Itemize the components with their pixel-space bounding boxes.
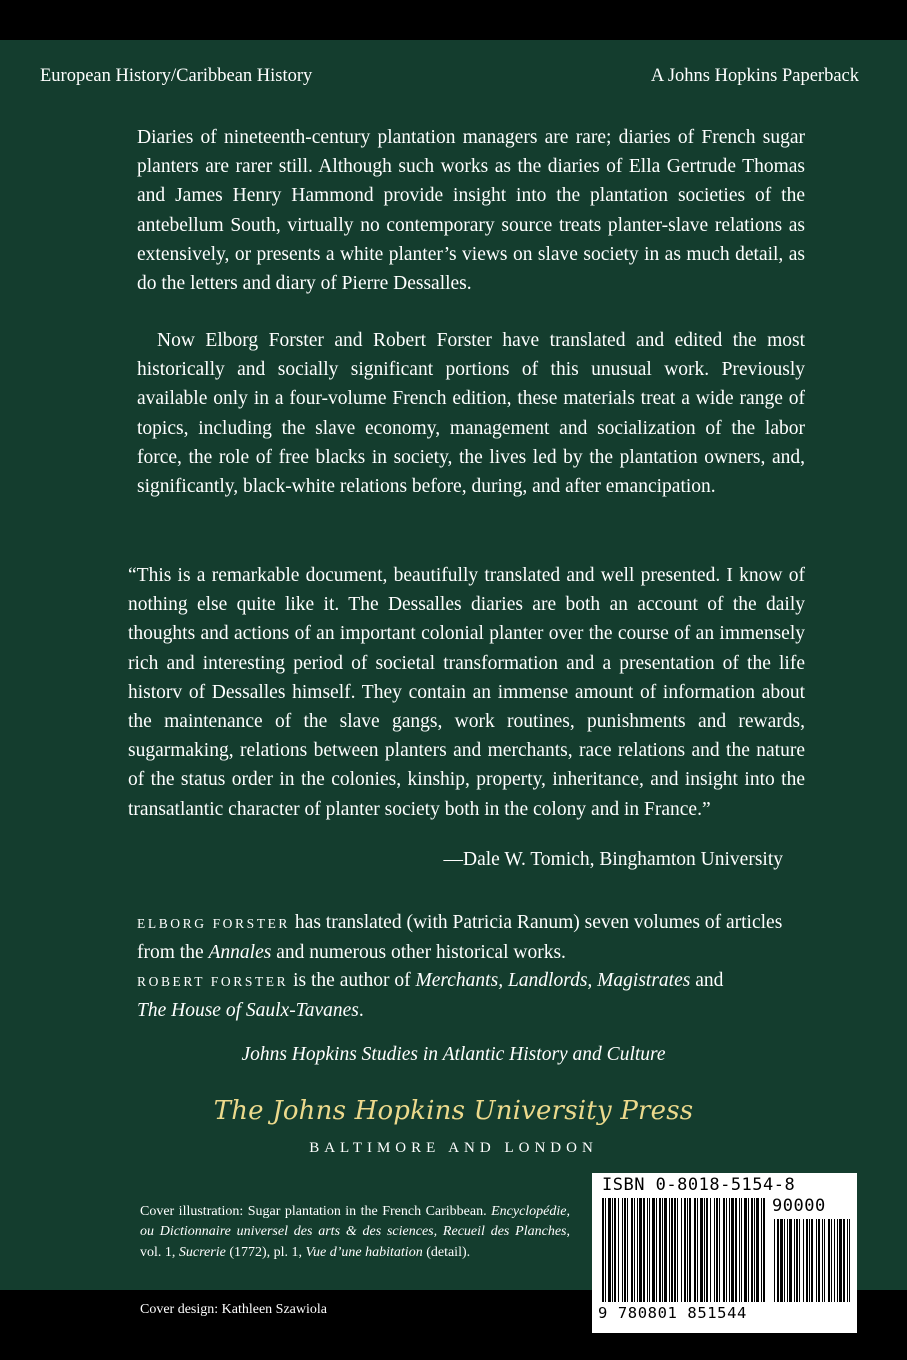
price-bar xyxy=(777,1219,779,1302)
price-bar xyxy=(843,1219,845,1302)
barcode-bar xyxy=(602,1198,604,1302)
credit-text-a: Cover illustration: Sugar plantation in the French Caribbean. xyxy=(140,1204,492,1219)
price-bar xyxy=(787,1219,788,1302)
review-quote: “This is a remarkable document, beautifully translated and well presented. I know of nothing else quite like it. The Dessalles diaries are both an account of the daily thoughts and actions of an important colonial planter over the course of an immensely rich and interesting period of societal transformation and a presentation of the life historv of Dessalles himself. They contain an immense amount of information about the maintenance of the slave gangs, work routines, punishments and rewards, sugarmaking, relations between planters and merchants, race relations and the nature of the status order in the colonies, kinship, property, inheritance, and insight into the transatlantic character of planter society both in the colony and in France.” xyxy=(128,565,805,820)
barcode-bar xyxy=(643,1198,645,1302)
barcode-bar xyxy=(684,1198,686,1302)
book-title-merchants: Merchants, Landlords, Magistrates xyxy=(415,970,691,991)
barcode-bar xyxy=(763,1198,765,1302)
blurb-paragraph-1-text: Diaries of nineteenth-century plantation managers are rare; diaries of French sugar planters are rarer still. Although such works as the diaries of Ella Gertrude Thomas and James Henry Hammond provide insight into the plantation societies of the antebellum South, virtually no contemporary source treats planter-slave relations as extensively, or presents a white planter’s views on slave society in as much detail, as do the letters and diary of Pierre Dessalles. xyxy=(137,127,805,295)
barcode-bar xyxy=(669,1198,670,1302)
price-bar xyxy=(828,1219,830,1302)
barcode-bar xyxy=(744,1198,747,1302)
barcode-bar xyxy=(634,1198,635,1302)
barcode-bar xyxy=(697,1198,698,1302)
barcode-bar xyxy=(631,1198,633,1302)
barcode-bar xyxy=(664,1198,667,1302)
price-bar xyxy=(816,1219,817,1302)
barcode-bar xyxy=(731,1198,734,1302)
category-label: European History/Caribbean History xyxy=(40,66,313,86)
series-title: Johns Hopkins Studies in Atlantic History and Culture xyxy=(241,1044,666,1065)
barcode-bar xyxy=(706,1198,708,1302)
barcode-bar xyxy=(659,1198,661,1302)
price-bar xyxy=(837,1219,838,1302)
bio-elborg-text-a: has translated (with Patricia Ranum) seven volumes of articles from the xyxy=(137,912,783,963)
barcode-bar xyxy=(756,1198,759,1302)
barcode-bar xyxy=(723,1198,725,1302)
barcode-bar xyxy=(662,1198,663,1302)
price-bar xyxy=(796,1219,798,1302)
barcode-bar xyxy=(741,1198,742,1302)
price-bar xyxy=(818,1219,820,1302)
barcode-bar xyxy=(719,1198,720,1302)
barcode-bar xyxy=(627,1198,628,1302)
bio-elborg-text-b: and numerous other historical works. xyxy=(271,942,566,963)
barcode-bar xyxy=(681,1198,682,1302)
price-bar xyxy=(789,1219,792,1302)
price-bar xyxy=(831,1219,832,1302)
bio-elborg-forster xyxy=(137,908,817,967)
blurb-paragraph-1 xyxy=(137,123,805,298)
bio-robert-text-c: . xyxy=(358,1000,364,1021)
cover-design-credit: Cover design: Kathleen Szawiola xyxy=(140,1302,328,1317)
price-code: 90000 xyxy=(772,1196,826,1216)
barcode-bar xyxy=(649,1198,650,1302)
price-bar xyxy=(839,1219,842,1302)
barcode-bar xyxy=(700,1198,703,1302)
price-bar xyxy=(834,1219,835,1302)
author-name-elborg: ELBORG FORSTER xyxy=(137,916,291,931)
book-title-saulx: The House of Saulx-Tavanes xyxy=(137,1000,359,1021)
imprint-label: A Johns Hopkins Paperback xyxy=(650,66,859,86)
price-bar xyxy=(780,1219,783,1302)
press-logo: The Johns Hopkins University Press xyxy=(213,1096,694,1126)
barcode-label xyxy=(592,1173,857,1333)
barcode-bar xyxy=(618,1198,619,1302)
bio-robert-text-b: and xyxy=(690,970,724,991)
price-bar xyxy=(847,1219,848,1302)
barcode-bar xyxy=(639,1198,642,1302)
barcode-bar xyxy=(710,1198,711,1302)
barcode-bar xyxy=(714,1198,715,1302)
barcode-bar xyxy=(748,1198,749,1302)
isbn-number: ISBN 0-8018-5154-8 xyxy=(602,1175,796,1195)
price-bar xyxy=(809,1219,810,1302)
price-bar xyxy=(803,1219,804,1302)
barcode-bar xyxy=(751,1198,753,1302)
price-bar xyxy=(806,1219,808,1302)
barcode-bar xyxy=(637,1198,638,1302)
barcode-bar xyxy=(624,1198,626,1302)
credit-italic-sucrerie: Sucrerie xyxy=(178,1244,226,1260)
barcode-bar xyxy=(687,1198,688,1302)
price-bar xyxy=(822,1219,823,1302)
price-bar xyxy=(794,1219,795,1302)
barcode-bar xyxy=(677,1198,678,1302)
price-bar xyxy=(799,1219,800,1302)
barcode-bar xyxy=(729,1198,730,1302)
barcode-bar xyxy=(689,1198,691,1302)
blurb-paragraph-2-text: Now Elborg Forster and Robert Forster have translated and edited the most historically and socially significant portions of this unusual work. Previously available only in a four-volume French edition, these materials treat a wide range of topics, including the slave economy, management and socialization of the labor force, the role of free blacks in society, the lives led by the plantation owners, and, significantly, black-white relations before, during, and after emancipation. xyxy=(137,330,805,498)
barcode-bar xyxy=(716,1198,718,1302)
barcode-bar xyxy=(735,1198,737,1302)
blurb-paragraph-2 xyxy=(137,326,805,501)
quote-attribution: —Dale W. Tomich, Binghamton University xyxy=(443,849,783,870)
price-bar xyxy=(824,1219,825,1302)
credit-italic-vue: Vue d’une habitation xyxy=(305,1244,423,1260)
barcode-bar xyxy=(656,1198,657,1302)
barcode-bar xyxy=(612,1198,613,1302)
barcode-bar xyxy=(726,1198,727,1302)
price-bar xyxy=(849,1219,850,1302)
barcode-bar xyxy=(647,1198,648,1302)
price-bar xyxy=(784,1219,785,1302)
barcode-bar xyxy=(694,1198,696,1302)
barcode-bar xyxy=(704,1198,705,1302)
press-city: BALTIMORE AND LONDON xyxy=(309,1140,598,1156)
barcode-bar xyxy=(739,1198,740,1302)
cover-illustration-credit xyxy=(140,1202,570,1263)
bio-robert-text-a: is the author of xyxy=(288,970,416,991)
credit-italic-encyclopedie: Encyclopédie, ou Dictionnaire universel des arts & des sciences, Recueil des Planches xyxy=(140,1204,570,1240)
barcode-bar xyxy=(605,1198,606,1302)
ean-number: 9 780801 851544 xyxy=(598,1304,747,1322)
credit-text-b: , vol. 1, xyxy=(140,1224,570,1260)
barcode-bar xyxy=(671,1198,673,1302)
barcode-bar xyxy=(674,1198,676,1302)
annales-title: Annales xyxy=(208,942,272,963)
price-bar xyxy=(774,1219,775,1302)
barcode-bar xyxy=(652,1198,655,1302)
credit-text-d: (detail). xyxy=(422,1244,471,1260)
price-bar xyxy=(811,1219,813,1302)
bio-robert-forster xyxy=(137,966,817,1025)
author-name-robert: ROBERT FORSTER xyxy=(137,974,289,989)
barcode-bar xyxy=(761,1198,762,1302)
barcode-bar xyxy=(622,1198,623,1302)
barcode-bar xyxy=(608,1198,611,1302)
credit-text-c: (1772), pl. 1, xyxy=(225,1244,306,1260)
barcode-bar xyxy=(614,1198,616,1302)
barcode-bar xyxy=(754,1198,755,1302)
